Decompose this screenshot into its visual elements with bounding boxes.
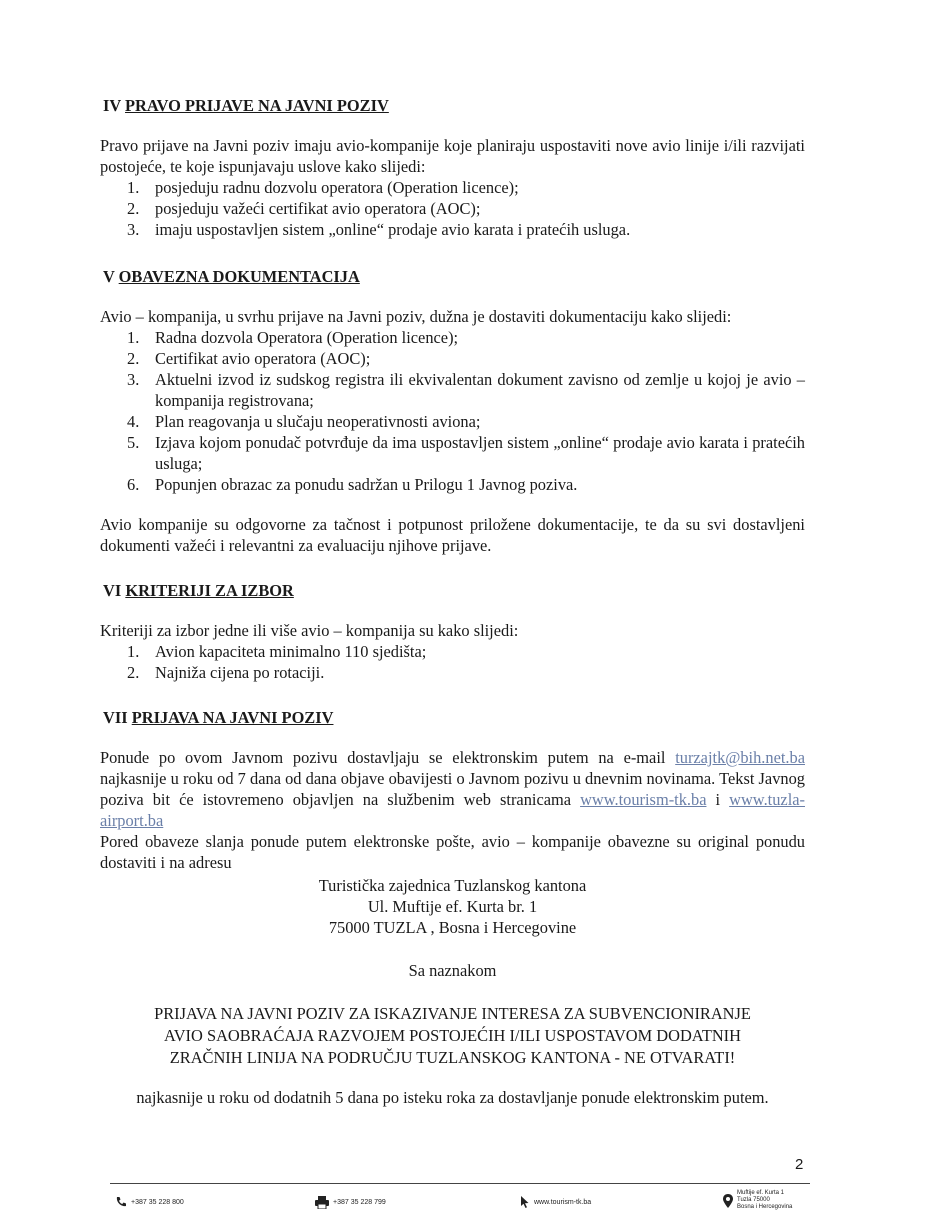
list-item: [100, 177, 805, 198]
section-iv-title: PRAVO PRIJAVE NA JAVNI POZIV: [125, 96, 389, 115]
list-text: Izjava kojom ponudač potvrđuje da ima uspostavljen sistem „online“ prodaje avio karata i pratećih usluga;: [155, 433, 805, 473]
list-text: Popunjen obrazac za ponudu sadržan u Prilogu 1 Javnog poziva.: [155, 475, 578, 494]
list-text: Certifikat avio operatora (AOC);: [155, 349, 371, 368]
address-line: Turistička zajednica Tuzlanskog kantona: [318, 876, 587, 895]
website-link-airport[interactable]: www.tuzla-airport.ba: [100, 790, 805, 830]
footer-divider: [110, 1183, 810, 1184]
list-number: 2.: [127, 349, 140, 368]
address-line: Muftije ef. Kurta 1: [737, 1190, 785, 1196]
list-number: 1.: [127, 328, 140, 347]
paragraph-text: Ponude po ovom Javnom pozivu dostavljaju se elektronskim putem na e-mail: [100, 748, 666, 767]
address-line: Bosna i Hercegovina: [737, 1204, 793, 1210]
footer-fax: [315, 1196, 386, 1209]
section-iv-heading: [103, 95, 805, 116]
section-vi-intro: Kriteriji za izbor jedne ili više avio – kompanija su kako slijedi:: [100, 621, 519, 640]
section-v-prefix: V: [103, 267, 115, 286]
section-vii-paragraph-1: [100, 747, 805, 831]
list-text: Avion kapaciteta minimalno 110 sjedišta;: [155, 642, 427, 661]
footer-address: [723, 1190, 792, 1211]
document-body: [100, 95, 805, 1108]
cursor-icon: [520, 1196, 530, 1209]
section-v-heading: [103, 266, 805, 287]
fax-number: +387 35 228 799: [333, 1199, 386, 1206]
list-number: 1.: [127, 178, 140, 197]
caption-line: ZRAČNIH LINIJA NA PODRUČJU TUZLANSKOG KANTONA - NE OTVARATI!: [169, 1048, 736, 1067]
section-v-intro: Avio – kompanija, u svrhu prijave na Javni poziv, dužna je dostaviti dokumentaciju kako slijedi:: [100, 307, 732, 326]
list-text: imaju uspostavljen sistem „online“ prodaje avio karata i pratećih usluga.: [155, 220, 631, 239]
list-number: 5.: [127, 433, 140, 452]
list-item: [100, 219, 805, 240]
list-item: [100, 662, 805, 683]
section-v-title: OBAVEZNA DOKUMENTACIJA: [118, 267, 360, 286]
caption-line: AVIO SAOBRAĆAJA RAZVOJEM POSTOJEĆIH I/ILI USPOSTAVOM DODATNIH: [164, 1026, 741, 1045]
section-vii-title: PRIJAVA NA JAVNI POZIV: [131, 708, 334, 727]
footer-web: [520, 1196, 591, 1209]
list-text: Plan reagovanja u slučaju neoperativnosti aviona;: [155, 412, 481, 431]
list-text: Radna dozvola Operatora (Operation licence);: [155, 328, 459, 347]
list-item: [100, 411, 805, 432]
section-vi-prefix: VI: [103, 581, 122, 600]
conjunction-text: i: [715, 790, 721, 809]
website-link-tourism[interactable]: www.tourism-tk.ba: [580, 790, 707, 809]
list-item: [100, 198, 805, 219]
list-text: Aktuelni izvod iz sudskog registra ili ekvivalentan dokument zavisno od zemlje u kojoj je avio – kompanija registrovana;: [155, 370, 805, 410]
section-vi-heading: [103, 580, 805, 601]
list-item: [100, 348, 805, 369]
section-vii-paragraph-2: Pored obaveze slanja ponude putem elektronske pošte, avio – kompanije obavezne su original ponudu dostaviti i na adresu: [100, 832, 805, 872]
paragraph-text: najkasnije u roku od 7 dana od dana objave obavijesti o Javnom pozivu u dnevnim novinama. Tekst Javnog poziva bit će istovremeno objavljen na službenim web stranicama: [100, 769, 805, 809]
list-number: 3.: [127, 220, 140, 239]
fax-icon: [315, 1196, 329, 1209]
note-label: Sa naznakom: [408, 961, 497, 980]
section-iv-list: [100, 177, 805, 240]
address-line: Tuzla 75000: [737, 1197, 770, 1203]
list-text: posjeduju radnu dozvolu operatora (Operation licence);: [155, 178, 519, 197]
section-iv-intro: Pravo prijave na Javni poziv imaju avio-kompanije koje planiraju uspostaviti nove avio linije i/ili razvijati postojeće, te koje ispunjavaju uslove kako slijedi:: [100, 136, 805, 176]
section-vii-prefix: VII: [103, 708, 128, 727]
caption-line: PRIJAVA NA JAVNI POZIV ZA ISKAZIVANJE INTERESA ZA SUBVENCIONIRANJE: [154, 1004, 751, 1023]
list-item: [100, 641, 805, 662]
list-item: [100, 474, 805, 495]
list-number: 4.: [127, 412, 140, 431]
section-iv-prefix: IV: [103, 96, 121, 115]
section-vi-title: KRITERIJI ZA IZBOR: [125, 581, 294, 600]
email-link[interactable]: turzajtk@bih.net.ba: [675, 748, 805, 767]
section-v-list: [100, 327, 805, 495]
address-line: Ul. Muftije ef. Kurta br. 1: [367, 897, 538, 916]
list-text: Najniža cijena po rotaciji.: [155, 663, 325, 682]
footer-phone: [115, 1196, 184, 1208]
list-number: 6.: [127, 475, 140, 494]
address-line: 75000 TUZLA , Bosna i Hercegovine: [328, 918, 577, 937]
envelope-caption: [100, 1003, 805, 1069]
footer-address-text: [737, 1190, 792, 1211]
page-number: 2: [795, 1156, 804, 1173]
postal-address: [100, 875, 805, 938]
phone-icon: [115, 1196, 127, 1208]
section-vii-heading: [103, 707, 805, 728]
location-pin-icon: [723, 1194, 733, 1208]
section-v-outro: Avio kompanije su odgovorne za tačnost i potpunost priložene dokumentacije, te da su svi dostavljeni dokumenti važeći i relevantni za evaluaciju njihove prijave.: [100, 515, 805, 555]
final-note: najkasnije u roku od dodatnih 5 dana po isteku roka za dostavljanje ponude elektronskim putem.: [136, 1088, 769, 1107]
section-vi-list: [100, 641, 805, 683]
website-text: www.tourism-tk.ba: [534, 1199, 592, 1206]
list-text: posjeduju važeći certifikat avio operatora (AOC);: [155, 199, 481, 218]
list-number: 2.: [127, 199, 140, 218]
list-number: 1.: [127, 642, 140, 661]
phone-number: +387 35 228 800: [131, 1198, 184, 1206]
list-number: 3.: [127, 370, 140, 389]
list-item: [100, 432, 805, 474]
list-item: [100, 327, 805, 348]
list-item: [100, 369, 805, 411]
list-number: 2.: [127, 663, 140, 682]
